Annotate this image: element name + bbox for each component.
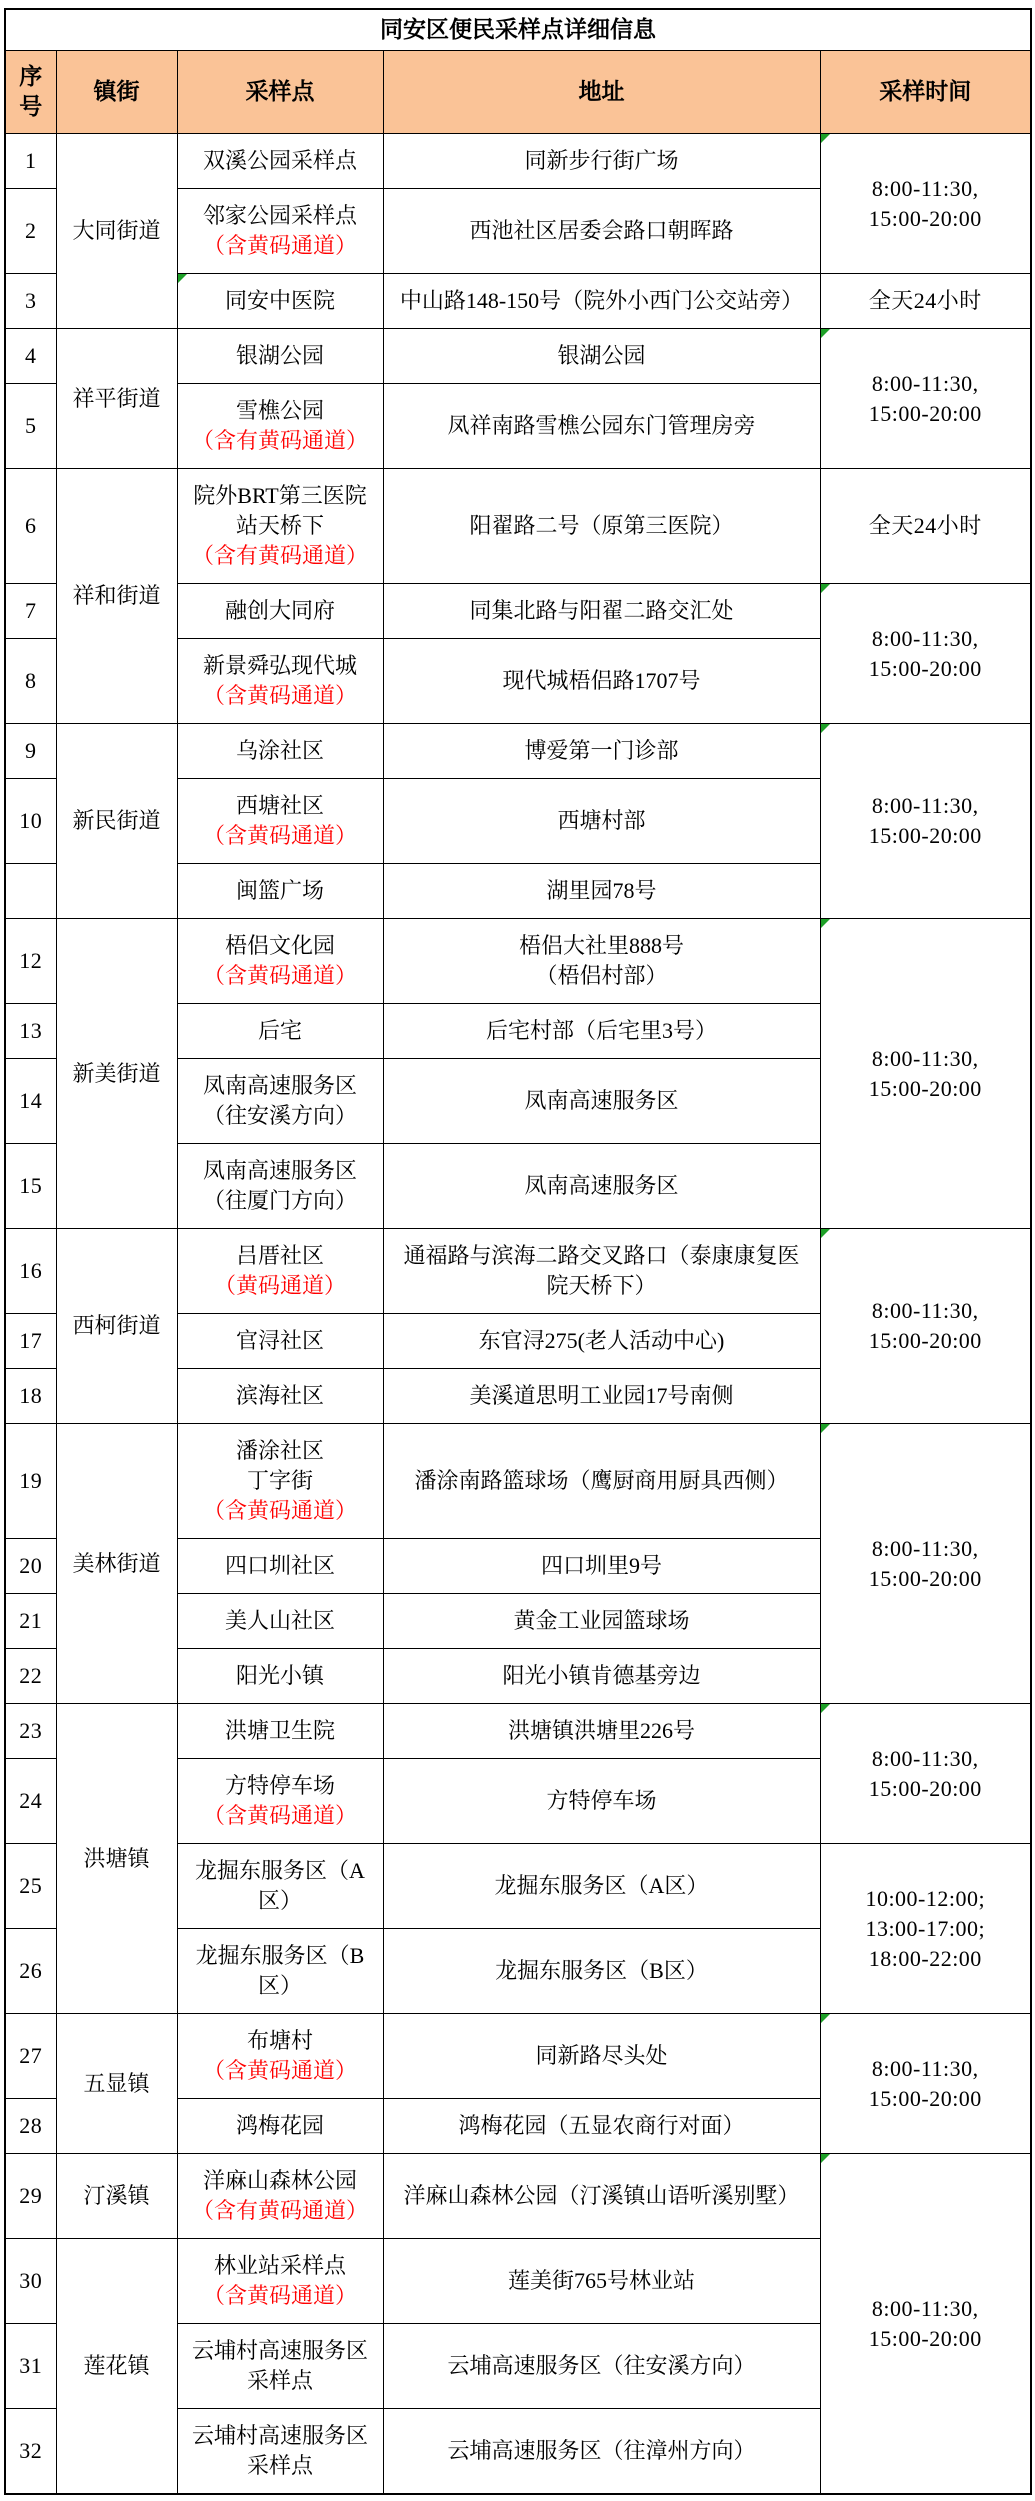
seq-cell: 26 bbox=[5, 1929, 56, 2014]
site-cell bbox=[177, 2099, 383, 2154]
yellow-code-channel-note: （含黄码通道） bbox=[202, 1498, 357, 1523]
seq-cell: 7 bbox=[5, 584, 56, 639]
address-cell bbox=[383, 134, 820, 189]
yellow-code-channel-note: （含黄码通道） bbox=[202, 2283, 357, 2308]
address-cell bbox=[383, 1759, 820, 1844]
time-cell bbox=[820, 134, 1031, 274]
site-cell bbox=[177, 1004, 383, 1059]
site-cell bbox=[177, 1649, 383, 1704]
site-cell bbox=[177, 1594, 383, 1649]
text-line: 同新路尽头处 bbox=[535, 2043, 668, 2068]
address-cell bbox=[383, 1649, 820, 1704]
text-line: 龙掘东服务区（A bbox=[195, 1858, 365, 1883]
error-marker-icon bbox=[821, 724, 830, 733]
address-cell bbox=[383, 2409, 820, 2495]
column-header-seq: 序号 bbox=[5, 51, 56, 134]
table-row bbox=[5, 919, 1031, 1004]
text-line: 8:00-11:30, bbox=[871, 2055, 979, 2081]
seq-cell: 20 bbox=[5, 1539, 56, 1594]
address-cell bbox=[383, 1144, 820, 1229]
town-cell: 莲花镇 bbox=[56, 2239, 177, 2495]
address-cell bbox=[383, 2154, 820, 2239]
site-cell bbox=[177, 2239, 383, 2324]
text-line: 8:00-11:30, bbox=[871, 370, 979, 396]
time-cell bbox=[820, 469, 1031, 584]
text-line: 四口圳里9号 bbox=[540, 1553, 662, 1578]
address-cell bbox=[383, 639, 820, 724]
text-line: 融创大同府 bbox=[224, 598, 335, 623]
text-line: 洪塘卫生院 bbox=[224, 1718, 335, 1743]
text-line: 黄金工业园篮球场 bbox=[513, 1608, 690, 1633]
town-cell: 洪塘镇 bbox=[56, 1704, 177, 2014]
text-line: 15:00-20:00 bbox=[868, 1328, 982, 1353]
error-marker-icon bbox=[821, 919, 830, 928]
text-line: 西塘社区 bbox=[235, 793, 324, 818]
text-line: 15:00-20:00 bbox=[868, 400, 982, 426]
text-line: 15:00-20:00 bbox=[868, 2325, 982, 2351]
column-header-time: 采样时间 bbox=[820, 51, 1031, 134]
text-line: 双溪公园采样点 bbox=[202, 148, 357, 173]
address-cell bbox=[383, 2324, 820, 2409]
town-cell: 美林街道 bbox=[56, 1424, 177, 1704]
town-cell: 祥和街道 bbox=[56, 469, 177, 724]
text-line: 洪塘镇洪塘里226号 bbox=[507, 1718, 695, 1743]
table-row bbox=[5, 724, 1031, 779]
site-cell bbox=[177, 1314, 383, 1369]
header-row bbox=[5, 51, 1031, 134]
site-cell bbox=[177, 584, 383, 639]
text-line: 15:00-20:00 bbox=[868, 1565, 982, 1591]
address-cell bbox=[383, 864, 820, 919]
text-line: 同新步行街广场 bbox=[524, 148, 679, 173]
text-line: 8:00-11:30, bbox=[871, 1045, 979, 1071]
text-line: 博爱第一门诊部 bbox=[524, 738, 679, 763]
town-cell: 祥平街道 bbox=[56, 329, 177, 469]
address-cell bbox=[383, 1929, 820, 2014]
text-line: 阳光小镇肯德基旁边 bbox=[502, 1663, 701, 1688]
seq-cell: 31 bbox=[5, 2324, 56, 2409]
text-line: 站天桥下 bbox=[235, 513, 324, 538]
text-line: 凤南高速服务区 bbox=[524, 1173, 679, 1198]
site-cell bbox=[177, 384, 383, 469]
town-cell: 五显镇 bbox=[56, 2014, 177, 2154]
error-marker-icon bbox=[821, 134, 830, 143]
sampling-table bbox=[4, 8, 1032, 2495]
text-line: 院天桥下） bbox=[546, 1273, 657, 1298]
text-line: 乌涂社区 bbox=[235, 738, 324, 763]
text-line: （梧侣村部） bbox=[535, 963, 668, 988]
text-line: 凤南高速服务区 bbox=[524, 1088, 679, 1113]
text-line: 10:00-12:00; bbox=[865, 1885, 986, 1911]
text-line: 林业站采样点 bbox=[213, 2253, 346, 2278]
seq-cell: 9 bbox=[5, 724, 56, 779]
text-line: 雪樵公园 bbox=[235, 398, 324, 423]
error-marker-icon bbox=[821, 329, 830, 338]
seq-cell: 19 bbox=[5, 1424, 56, 1539]
text-line: 布塘村 bbox=[246, 2028, 313, 2053]
text-line: （往厦门方向） bbox=[202, 1188, 357, 1213]
text-line: 8:00-11:30, bbox=[871, 1298, 979, 1323]
text-line: 邻家公园采样点 bbox=[202, 203, 357, 228]
site-cell bbox=[177, 329, 383, 384]
text-line: 8:00-11:30, bbox=[871, 2295, 979, 2321]
seq-cell: 24 bbox=[5, 1759, 56, 1844]
error-marker-icon bbox=[821, 1704, 830, 1713]
yellow-code-channel-note: （含有黄码通道） bbox=[191, 428, 368, 453]
seq-cell: 5 bbox=[5, 384, 56, 469]
text-line: 闽篮广场 bbox=[235, 878, 324, 903]
text-line: 后宅村部（后宅里3号） bbox=[485, 1018, 717, 1043]
address-cell bbox=[383, 329, 820, 384]
text-line: 官浔社区 bbox=[235, 1328, 324, 1353]
text-line: 中山路148-150号（院外小西门公交站旁） bbox=[399, 288, 804, 313]
text-line: 梧侣文化园 bbox=[224, 933, 335, 958]
page-title: 同安区便民采样点详细信息 bbox=[5, 9, 1031, 51]
text-line: 凤南高速服务区 bbox=[202, 1158, 357, 1183]
site-cell bbox=[177, 2014, 383, 2099]
error-marker-icon bbox=[821, 1229, 830, 1238]
text-line: 18:00-22:00 bbox=[868, 1945, 982, 1971]
seq-cell: 32 bbox=[5, 2409, 56, 2495]
address-cell bbox=[383, 1314, 820, 1369]
time-cell bbox=[820, 2154, 1031, 2495]
text-line: 8:00-11:30, bbox=[871, 1745, 979, 1771]
site-cell bbox=[177, 779, 383, 864]
text-line: 8:00-11:30, bbox=[871, 793, 979, 818]
seq-cell: 29 bbox=[5, 2154, 56, 2239]
text-line: 采样点 bbox=[246, 2368, 313, 2393]
address-cell bbox=[383, 1004, 820, 1059]
time-cell bbox=[820, 1844, 1031, 2014]
seq-cell bbox=[5, 864, 56, 919]
text-line: 8:00-11:30, bbox=[871, 625, 979, 651]
text-line: 通福路与滨海二路交叉路口（泰康康复医 bbox=[403, 1243, 800, 1268]
error-marker-icon bbox=[821, 2154, 830, 2163]
seq-cell: 1 bbox=[5, 134, 56, 189]
text-line: 8:00-11:30, bbox=[871, 1535, 979, 1561]
text-line: 龙掘东服务区（B区） bbox=[495, 1958, 708, 1983]
town-cell: 汀溪镇 bbox=[56, 2154, 177, 2239]
address-cell bbox=[383, 724, 820, 779]
column-header-address: 地址 bbox=[383, 51, 820, 134]
text-line: 阳光小镇 bbox=[235, 1663, 324, 1688]
text-line: （往安溪方向） bbox=[202, 1103, 357, 1128]
address-cell bbox=[383, 189, 820, 274]
text-line: 云埔高速服务区（往漳州方向） bbox=[447, 2438, 756, 2463]
time-cell bbox=[820, 1424, 1031, 1704]
yellow-code-channel-note: （含黄码通道） bbox=[202, 683, 357, 708]
table-row bbox=[5, 1229, 1031, 1314]
address-cell bbox=[383, 584, 820, 639]
text-line: 美溪道思明工业园17号南侧 bbox=[469, 1383, 734, 1408]
seq-cell: 18 bbox=[5, 1369, 56, 1424]
seq-cell: 21 bbox=[5, 1594, 56, 1649]
text-line: 方特停车场 bbox=[224, 1773, 335, 1798]
text-line: 滨海社区 bbox=[235, 1383, 324, 1408]
address-cell bbox=[383, 2014, 820, 2099]
text-line: 丁字街 bbox=[246, 1468, 313, 1493]
text-line: 全天24小时 bbox=[868, 513, 982, 538]
seq-cell: 25 bbox=[5, 1844, 56, 1929]
town-cell: 大同街道 bbox=[56, 134, 177, 329]
site-cell bbox=[177, 2154, 383, 2239]
text-line: 区） bbox=[257, 1973, 302, 1998]
address-cell bbox=[383, 1539, 820, 1594]
table-row bbox=[5, 134, 1031, 189]
address-cell bbox=[383, 469, 820, 584]
text-line: 13:00-17:00; bbox=[865, 1915, 986, 1941]
seq-cell: 8 bbox=[5, 639, 56, 724]
text-line: 15:00-20:00 bbox=[868, 2085, 982, 2111]
seq-cell: 4 bbox=[5, 329, 56, 384]
site-cell bbox=[177, 1929, 383, 2014]
seq-cell: 12 bbox=[5, 919, 56, 1004]
time-cell bbox=[820, 1229, 1031, 1424]
text-line: 银湖公园 bbox=[557, 343, 646, 368]
text-line: 院外BRT第三医院 bbox=[193, 483, 367, 508]
text-line: 8:00-11:30, bbox=[871, 175, 979, 201]
seq-cell: 13 bbox=[5, 1004, 56, 1059]
text-line: 鸿梅花园（五显农商行对面） bbox=[458, 2113, 745, 2138]
yellow-code-channel-note: （含黄码通道） bbox=[202, 233, 357, 258]
yellow-code-channel-note: （黄码通道） bbox=[213, 1273, 346, 1298]
yellow-code-channel-note: （含黄码通道） bbox=[202, 1803, 357, 1828]
text-line: 西塘村部 bbox=[557, 808, 646, 833]
time-cell bbox=[820, 724, 1031, 919]
error-marker-icon bbox=[821, 2014, 830, 2023]
text-line: 美人山社区 bbox=[224, 1608, 335, 1633]
table-row bbox=[5, 2014, 1031, 2099]
yellow-code-channel-note: （含有黄码通道） bbox=[191, 2198, 368, 2223]
text-line: 鸿梅花园 bbox=[235, 2113, 324, 2138]
site-cell bbox=[177, 1369, 383, 1424]
site-cell bbox=[177, 639, 383, 724]
text-line: 凤祥南路雪樵公园东门管理房旁 bbox=[447, 413, 756, 438]
site-cell bbox=[177, 919, 383, 1004]
text-line: 莲美街765号林业站 bbox=[507, 2268, 695, 2293]
seq-cell: 6 bbox=[5, 469, 56, 584]
site-cell bbox=[177, 2324, 383, 2409]
site-cell bbox=[177, 274, 383, 329]
text-line: 东官浔275(老人活动中心) bbox=[478, 1328, 725, 1353]
error-marker-icon bbox=[821, 584, 830, 593]
address-cell bbox=[383, 274, 820, 329]
seq-cell: 27 bbox=[5, 2014, 56, 2099]
site-cell bbox=[177, 1144, 383, 1229]
site-cell bbox=[177, 2409, 383, 2495]
site-cell bbox=[177, 864, 383, 919]
text-line: 银湖公园 bbox=[235, 343, 324, 368]
site-cell bbox=[177, 1424, 383, 1539]
text-line: 湖里园78号 bbox=[546, 878, 657, 903]
address-cell bbox=[383, 1369, 820, 1424]
text-line: 四口圳社区 bbox=[224, 1553, 335, 1578]
table-row bbox=[5, 2154, 1031, 2239]
yellow-code-channel-note: （含黄码通道） bbox=[202, 2058, 357, 2083]
column-header-site: 采样点 bbox=[177, 51, 383, 134]
text-line: 后宅 bbox=[257, 1018, 302, 1043]
text-line: 洋麻山森林公园（汀溪镇山语听溪别墅） bbox=[403, 2183, 800, 2208]
text-line: 龙掘东服务区（B bbox=[195, 1943, 365, 1968]
address-cell bbox=[383, 1424, 820, 1539]
yellow-code-channel-note: （含黄码通道） bbox=[202, 963, 357, 988]
text-line: 阳翟路二号（原第三医院） bbox=[469, 513, 734, 538]
text-line: 采样点 bbox=[246, 2453, 313, 2478]
table-row bbox=[5, 1704, 1031, 1759]
time-cell bbox=[820, 919, 1031, 1229]
time-cell bbox=[820, 1704, 1031, 1844]
address-cell bbox=[383, 1704, 820, 1759]
text-line: 梧侣大社里888号 bbox=[518, 933, 684, 958]
time-cell bbox=[820, 274, 1031, 329]
address-cell bbox=[383, 2099, 820, 2154]
text-line: 云埔高速服务区（往安溪方向） bbox=[447, 2353, 756, 2378]
site-cell bbox=[177, 724, 383, 779]
table-row bbox=[5, 469, 1031, 584]
site-cell bbox=[177, 189, 383, 274]
text-line: 凤南高速服务区 bbox=[202, 1073, 357, 1098]
text-line: 15:00-20:00 bbox=[868, 205, 982, 231]
seq-cell: 23 bbox=[5, 1704, 56, 1759]
town-cell: 西柯街道 bbox=[56, 1229, 177, 1424]
error-marker-icon bbox=[821, 1424, 830, 1433]
address-cell bbox=[383, 919, 820, 1004]
seq-cell: 3 bbox=[5, 274, 56, 329]
table-row bbox=[5, 329, 1031, 384]
yellow-code-channel-note: （含黄码通道） bbox=[202, 823, 357, 848]
site-cell bbox=[177, 1844, 383, 1929]
text-line: 云埔村高速服务区 bbox=[191, 2338, 368, 2363]
seq-cell: 22 bbox=[5, 1649, 56, 1704]
error-marker-icon bbox=[178, 274, 187, 283]
address-cell bbox=[383, 384, 820, 469]
address-cell bbox=[383, 1229, 820, 1314]
yellow-code-channel-note: （含有黄码通道） bbox=[191, 543, 368, 568]
address-cell bbox=[383, 2239, 820, 2324]
text-line: 同安中医院 bbox=[224, 288, 335, 313]
seq-cell: 2 bbox=[5, 189, 56, 274]
text-line: 15:00-20:00 bbox=[868, 655, 982, 681]
site-cell bbox=[177, 1759, 383, 1844]
site-cell bbox=[177, 1704, 383, 1759]
seq-cell: 17 bbox=[5, 1314, 56, 1369]
text-line: 15:00-20:00 bbox=[868, 1075, 982, 1101]
town-cell: 新民街道 bbox=[56, 724, 177, 919]
column-header-town: 镇街 bbox=[56, 51, 177, 134]
time-cell bbox=[820, 584, 1031, 724]
title-row bbox=[5, 9, 1031, 51]
text-line: 15:00-20:00 bbox=[868, 1775, 982, 1801]
site-cell bbox=[177, 1539, 383, 1594]
text-line: 全天24小时 bbox=[868, 288, 982, 313]
time-cell bbox=[820, 2014, 1031, 2154]
seq-cell: 28 bbox=[5, 2099, 56, 2154]
text-line: 区） bbox=[257, 1888, 302, 1913]
text-line: 西池社区居委会路口朝晖路 bbox=[469, 218, 734, 243]
text-line: 现代城梧侣路1707号 bbox=[502, 668, 701, 693]
address-cell bbox=[383, 779, 820, 864]
text-line: 潘涂南路篮球场（鹰厨商用厨具西侧） bbox=[414, 1468, 789, 1493]
text-line: 同集北路与阳翟二路交汇处 bbox=[469, 598, 734, 623]
town-cell: 新美街道 bbox=[56, 919, 177, 1229]
address-cell bbox=[383, 1059, 820, 1144]
seq-cell: 14 bbox=[5, 1059, 56, 1144]
text-line: 洋麻山森林公园 bbox=[202, 2168, 357, 2193]
seq-cell: 15 bbox=[5, 1144, 56, 1229]
time-cell bbox=[820, 329, 1031, 469]
table-row bbox=[5, 1424, 1031, 1539]
address-cell bbox=[383, 1844, 820, 1929]
text-line: 龙掘东服务区（A区） bbox=[494, 1873, 709, 1898]
site-cell bbox=[177, 1059, 383, 1144]
site-cell bbox=[177, 469, 383, 584]
text-line: 15:00-20:00 bbox=[868, 823, 982, 848]
site-cell bbox=[177, 134, 383, 189]
site-cell bbox=[177, 1229, 383, 1314]
seq-cell: 30 bbox=[5, 2239, 56, 2324]
text-line: 新景舜弘现代城 bbox=[202, 653, 357, 678]
text-line: 潘涂社区 bbox=[235, 1438, 324, 1463]
text-line: 吕厝社区 bbox=[235, 1243, 324, 1268]
text-line: 云埔村高速服务区 bbox=[191, 2423, 368, 2448]
seq-cell: 10 bbox=[5, 779, 56, 864]
address-cell bbox=[383, 1594, 820, 1649]
text-line: 方特停车场 bbox=[546, 1788, 657, 1813]
seq-cell: 16 bbox=[5, 1229, 56, 1314]
